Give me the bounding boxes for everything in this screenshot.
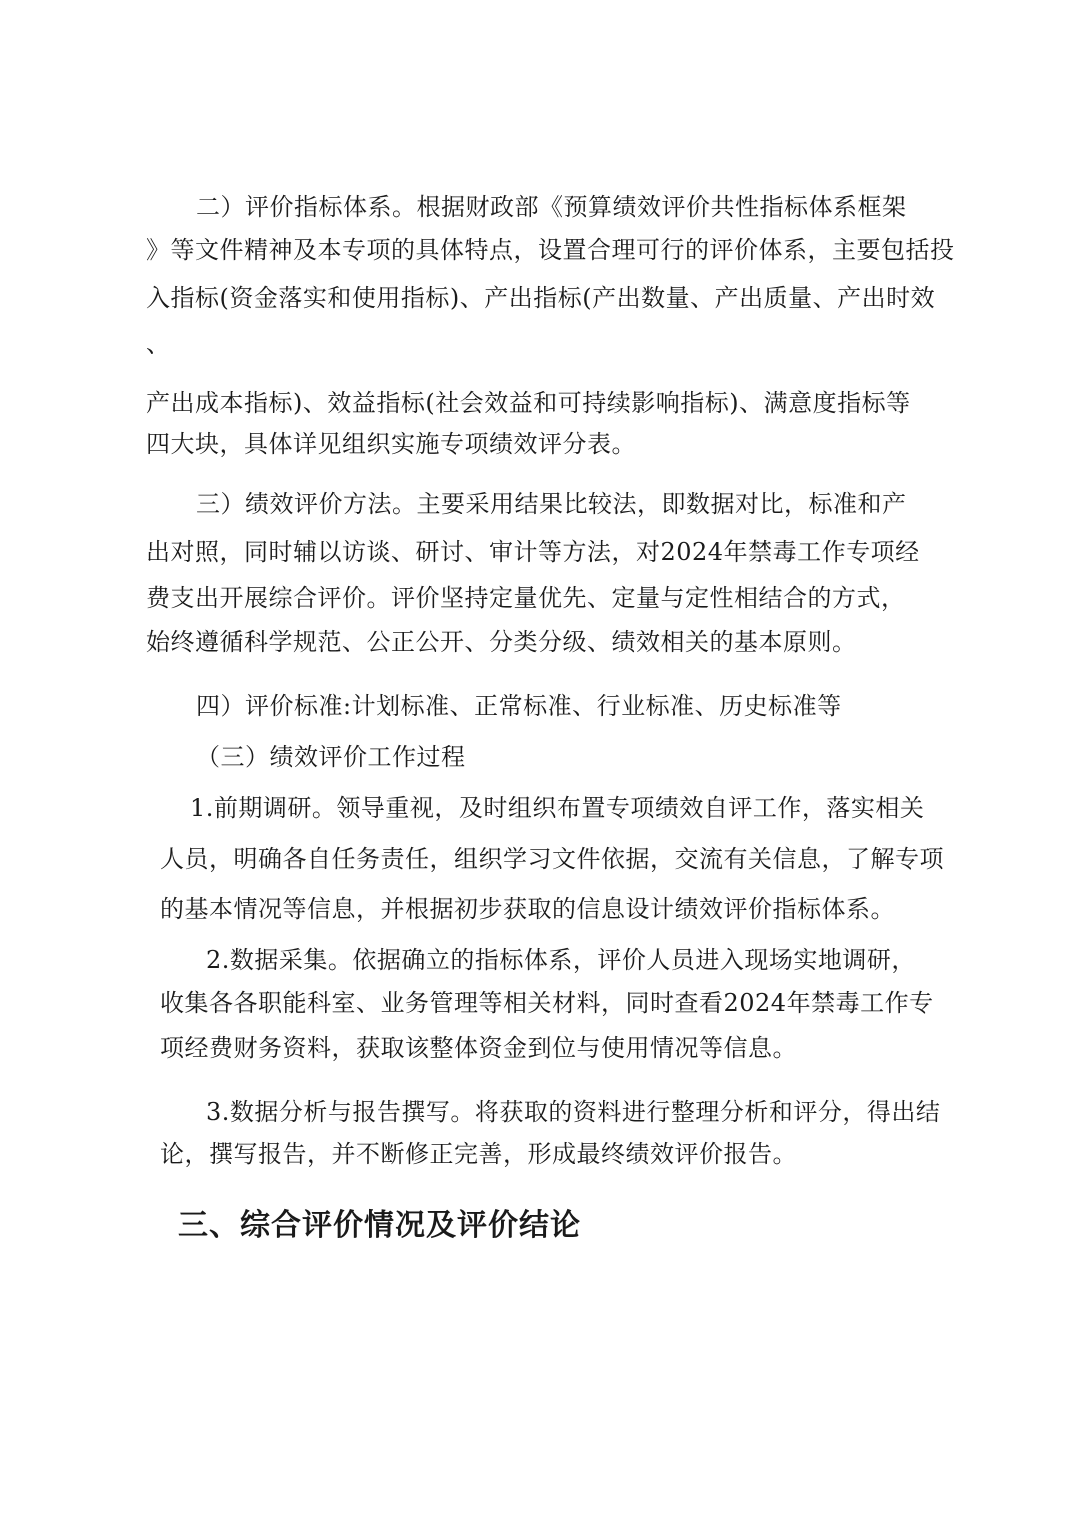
paragraph-line: 二）评价指标体系。根据财政部《预算绩效评价共性指标体系框架 — [196, 193, 907, 221]
paragraph-line: 论，撰写报告，并不断修正完善，形成最终绩效评价报告。 — [160, 1140, 797, 1168]
paragraph-line: 出对照，同时辅以访谈、研讨、审计等方法，对2024年禁毒工作专项经 — [146, 538, 920, 566]
paragraph-line: 产出成本指标)、效益指标(社会效益和可持续影响指标)、满意度指标等 — [146, 389, 911, 417]
paragraph-line: 1.前期调研。领导重视，及时组织布置专项绩效自评工作，落实相关 — [190, 794, 925, 822]
subsection-title: （三）绩效评价工作过程 — [196, 743, 466, 771]
paragraph-line: 入指标(资金落实和使用指标)、产出指标(产出数量、产出质量、产出时效 — [146, 284, 936, 312]
paragraph-line: 费支出开展综合评价。评价坚持定量优先、定量与定性相结合的方式， — [146, 584, 906, 612]
paragraph-line: 》等文件精神及本专项的具体特点，设置合理可行的评价体系，主要包括投 — [146, 236, 955, 264]
paragraph-line: 始终遵循科学规范、公正公开、分类分级、绩效相关的基本原则。 — [146, 628, 857, 656]
paragraph-line: 、 — [146, 330, 171, 358]
paragraph-line: 四大块，具体详见组织实施专项绩效评分表。 — [146, 430, 636, 458]
paragraph-line: 的基本情况等信息，并根据初步获取的信息设计绩效评价指标体系。 — [160, 895, 895, 923]
paragraph-line: 2.数据采集。依据确立的指标体系，评价人员进入现场实地调研， — [206, 946, 916, 974]
paragraph-line: 项经费财务资料，获取该整体资金到位与使用情况等信息。 — [160, 1034, 797, 1062]
paragraph-line: 收集各各职能科室、业务管理等相关材料，同时查看2024年禁毒工作专 — [160, 989, 934, 1017]
paragraph-line: 三）绩效评价方法。主要采用结果比较法，即数据对比，标准和产 — [196, 490, 907, 518]
section-heading: 三、综合评价情况及评价结论 — [178, 1208, 581, 1243]
paragraph-line: 3.数据分析与报告撰写。将获取的资料进行整理分析和评分，得出结 — [206, 1098, 941, 1126]
paragraph-line: 人员，明确各自任务责任，组织学习文件依据，交流有关信息，了解专项 — [160, 845, 944, 873]
paragraph-line: 四）评价标准:计划标准、正常标准、行业标准、历史标准等 — [196, 692, 842, 720]
